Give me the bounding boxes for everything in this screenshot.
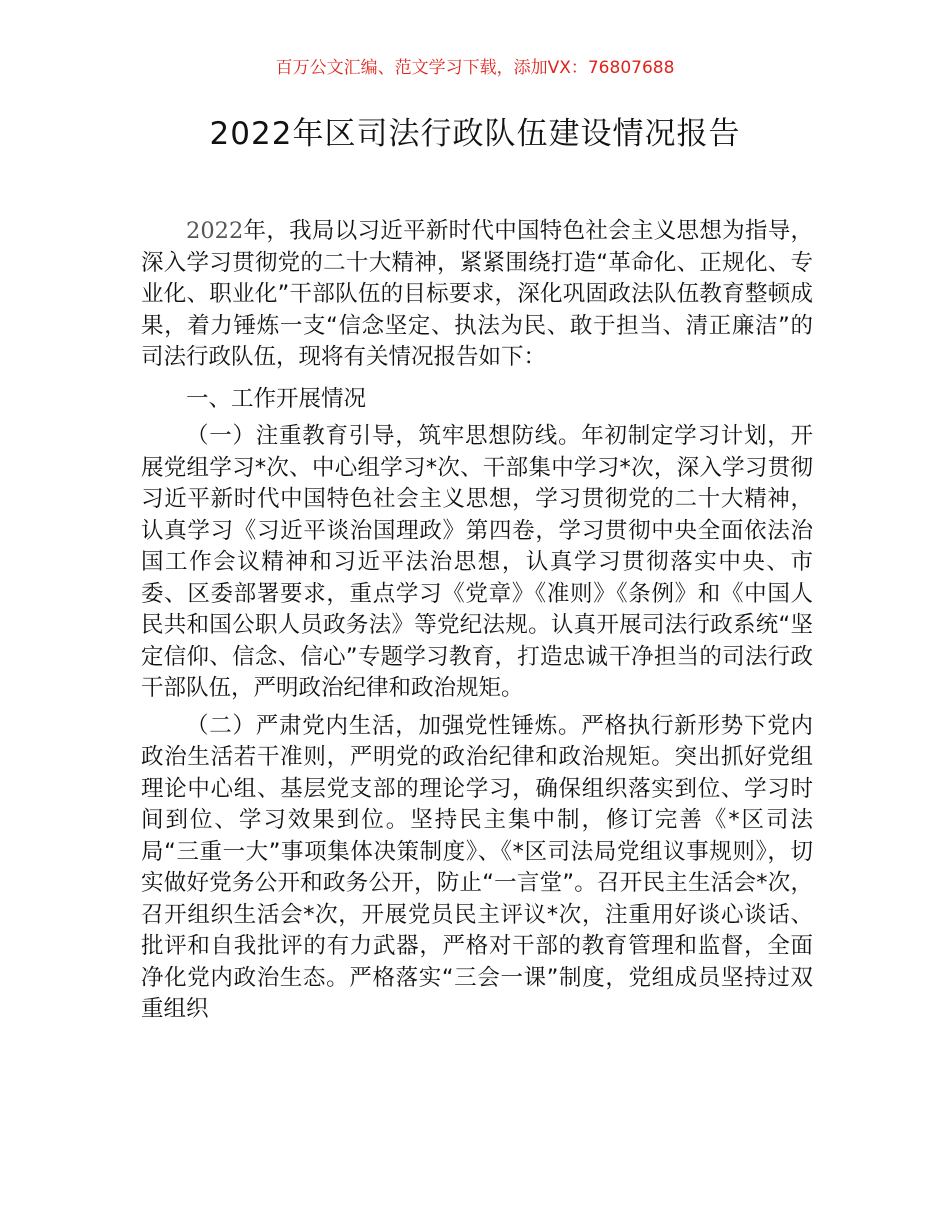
paragraph-education: （一）注重教育引导，筑牢思想防线。年初制定学习计划，开展党组学习*次、中心组学习*次、干部集中学习*次，深入学习贯彻习近平新时代中国特色社会主义思想，学习贯彻党的二十大精神，认真学习《习近平谈治国理政》第四卷，学习贯彻中央全面依法治国工作会议精神和习近平法治思想，认真学习贯彻落实中央、市委、区委部署要求，重点学习《党章》《准则》《条例》和《中国人民共和国公职人员政务法》等党纪法规。认真开展司法行政系统“坚定信仰、信念、信心”专题学习教育，打造忠诚干净担当的司法行政干部队伍，严明政治纪律和政治规矩。 — [141, 423, 813, 701]
section-heading: 一、工作开展情况 — [186, 385, 367, 412]
watermark-banner: 百万公文汇编、范文学习下载，添加VX：76807688 — [275, 58, 675, 78]
intro-text: 年，我局以习近平新时代中国特色社会主义思想为指导，深入学习贯彻党的二十大精神，紧紧围绕打造“革命化、正规化、专业化、职业化”干部队伍的目标要求，深化巩固政法队伍教育整顿成果，着力锤炼一支“信念坚定、执法为民、敢于担当、清正廉洁”的司法行政队伍，现将有关情况报告如下： — [141, 218, 813, 370]
paragraph-party-life: （二）严肃党内生活，加强党性锤炼。严格执行新形势下党内政治生活若干准则，严明党的政治纪律和政治规矩。突出抓好党组理论中心组、基层党支部的理论学习，确保组织落实到位、学习时间到位、学习效果到位。坚持民主集中制，修订完善《*区司法局“三重一大”事项集体决策制度》、《*区司法局党组议事规则》，切实做好党务公开和政务公开，防止“一言堂”。召开民主生活会*次，召开组织生活会*次，开展党员民主评议*次，注重用好谈心谈话、批评和自我批评的有力武器，严格对干部的教育管理和监督，全面净化党内政治生态。严格落实“三会一课”制度，党组成员坚持过双重组织 — [141, 712, 813, 1022]
intro-paragraph — [141, 216, 813, 374]
document-title: 2022年区司法行政队伍建设情况报告 — [209, 116, 741, 152]
intro-year: 2022 — [186, 218, 244, 244]
document-body — [141, 216, 813, 1026]
